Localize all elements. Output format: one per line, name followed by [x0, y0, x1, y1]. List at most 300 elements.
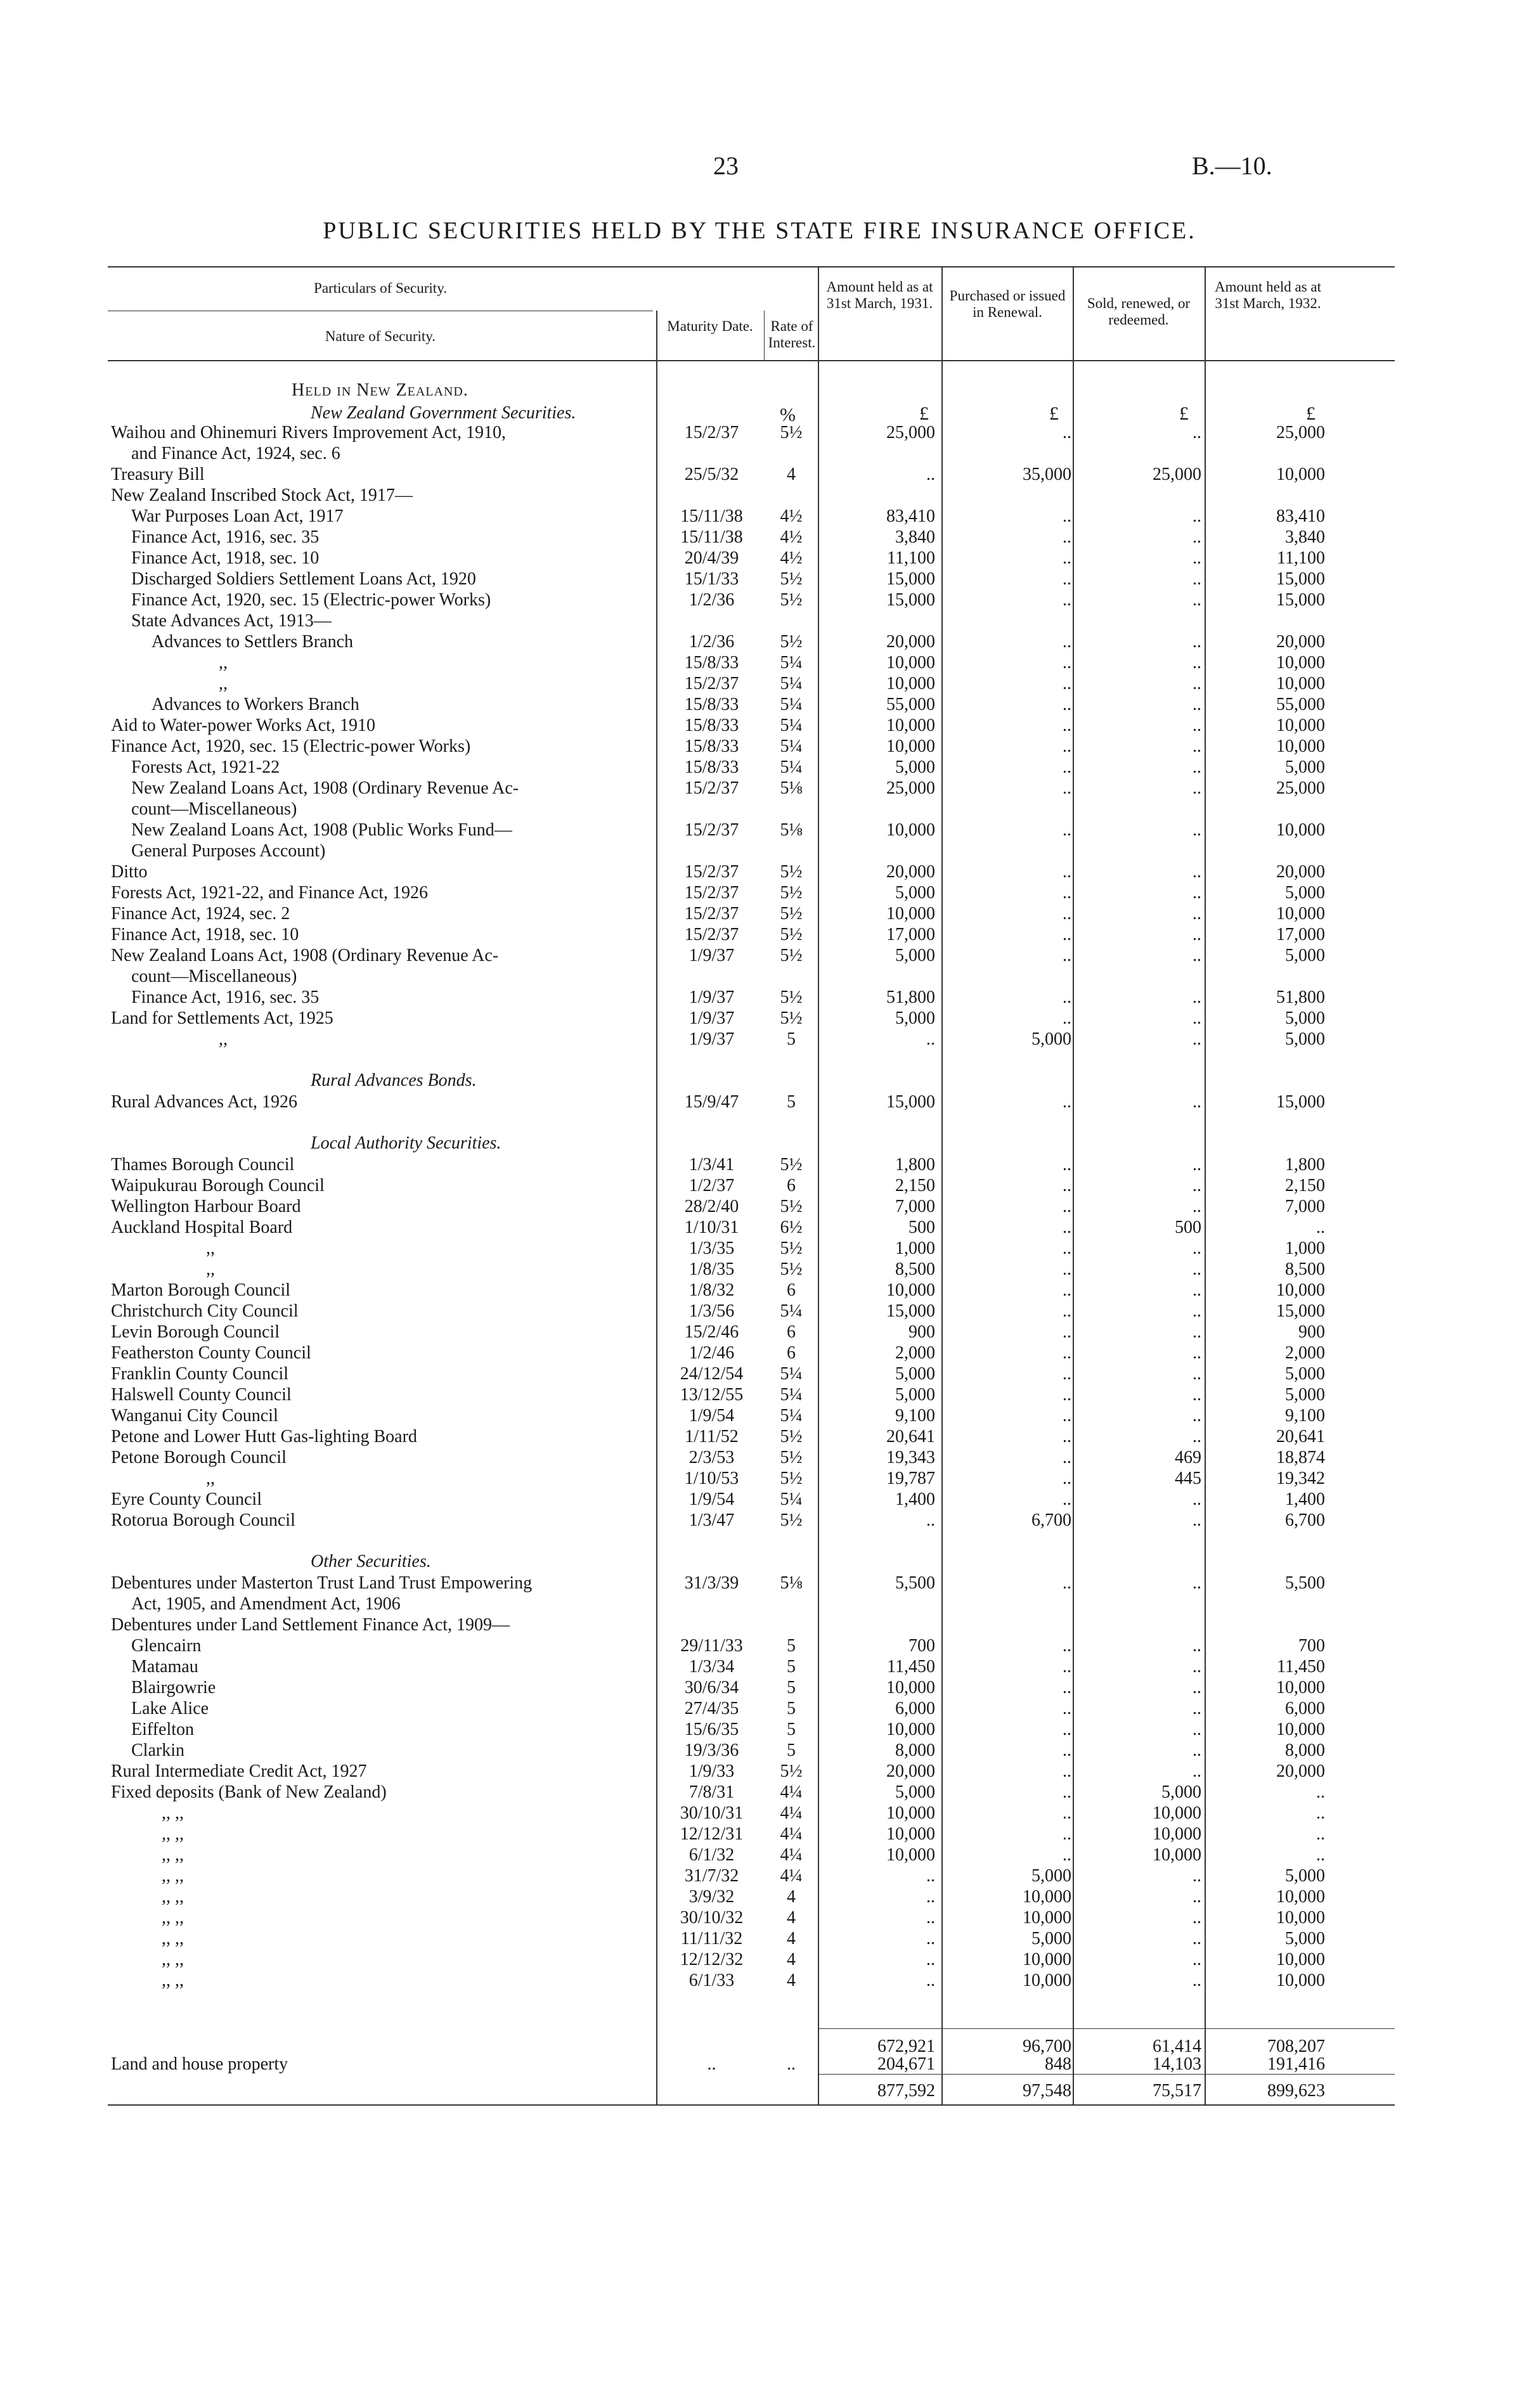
cell-pur: ..	[1063, 1469, 1071, 1488]
cell-held: 10,000	[886, 1824, 935, 1844]
cell-rate: 5⅛	[780, 778, 803, 798]
security-name: Featherston County Council	[111, 1343, 311, 1363]
table-row	[108, 1677, 1395, 1698]
security-name: Blairgowrie	[131, 1678, 216, 1697]
cell-pur: ..	[1063, 1385, 1071, 1405]
cell-pur: ..	[1063, 883, 1071, 903]
table-row	[108, 715, 1395, 736]
cell-held: ..	[926, 1887, 935, 1907]
security-name: count—Miscellaneous)	[131, 799, 297, 819]
table-row	[108, 1970, 1395, 1991]
security-name: ,,	[206, 1469, 215, 1488]
cell-pur: ..	[1063, 1280, 1071, 1300]
cell-rate: 4½	[780, 527, 803, 547]
section-heading-rural: Rural Advances Bonds.	[311, 1071, 477, 1090]
security-name: Debentures under Land Settlement Finance Act, 1909—	[111, 1615, 510, 1635]
cell-end: 5,000	[1285, 1866, 1325, 1886]
security-name: Wellington Harbour Board	[111, 1197, 301, 1216]
cell-held: 5,000	[895, 883, 935, 903]
cell-sold: ..	[1193, 904, 1201, 924]
security-name: ,,	[206, 1239, 215, 1258]
security-name: State Advances Act, 1913—	[131, 611, 332, 631]
cell-end: 5,000	[1285, 757, 1325, 777]
cell-pur: ..	[1063, 862, 1071, 882]
cell-end: 5,000	[1285, 1008, 1325, 1028]
security-name: General Purposes Account)	[131, 841, 326, 861]
cell-pur: ..	[1063, 423, 1071, 442]
section-heading-nz-gov: New Zealand Government Securities.	[311, 403, 576, 423]
security-name: Land and house property	[111, 2054, 288, 2074]
cell-end: 10,000	[1276, 904, 1325, 924]
security-name: Glencairn	[131, 1636, 202, 1656]
cell-rate: 5½	[780, 883, 803, 903]
cell-held: 1,000	[895, 1239, 935, 1258]
cell-pur: ..	[1063, 1678, 1071, 1697]
cell-pur: ..	[1063, 1008, 1071, 1028]
cell-held: 5,000	[895, 1385, 935, 1405]
cell-held: 25,000	[886, 423, 935, 442]
cell-pur: ..	[1063, 1761, 1071, 1781]
cell-end: 20,000	[1276, 1761, 1325, 1781]
security-name: Marton Borough Council	[111, 1280, 291, 1300]
cell-sold: ..	[1193, 883, 1201, 903]
cell-pur: 5,000	[1031, 1866, 1071, 1886]
cell-end: 25,000	[1276, 423, 1325, 442]
cell-pur: ..	[1063, 1259, 1071, 1279]
cell-held: 10,000	[886, 1678, 935, 1697]
table-row	[108, 1594, 1395, 1614]
cell-mat: 1/8/35	[688, 1259, 735, 1279]
cell-sold: ..	[1193, 1280, 1201, 1300]
security-name: ,, ,,	[162, 1866, 184, 1886]
security-name: ,,	[219, 674, 228, 693]
header-nature: Nature of Security.	[325, 328, 436, 344]
cell-mat: 6/1/33	[688, 1971, 735, 1990]
cell-held: 5,000	[895, 1364, 935, 1384]
cell-rate: 5½	[780, 925, 803, 944]
cell-held: 10,000	[886, 820, 935, 840]
cell-pur: 10,000	[1023, 1971, 1071, 1990]
cell-sold: ..	[1193, 527, 1201, 547]
cell-held: 1,400	[895, 1490, 935, 1509]
cell-held: 83,410	[886, 506, 935, 526]
security-name: Clarkin	[131, 1741, 184, 1760]
security-name: Lake Alice	[131, 1699, 209, 1718]
cell-end: 19,342	[1276, 1469, 1325, 1488]
cell-sold: ..	[1193, 737, 1201, 756]
cell-rate: 5½	[780, 1761, 803, 1781]
cell-sold: ..	[1193, 1490, 1201, 1509]
cell-mat: 15/2/37	[684, 778, 739, 798]
cell-sold: ..	[1193, 548, 1201, 568]
cell-held: ..	[926, 1971, 935, 1990]
table-row	[108, 443, 1395, 464]
cell-mat: 27/4/35	[684, 1699, 739, 1718]
cell-end: 11,100	[1277, 548, 1325, 568]
cell-sold: 61,414	[1153, 2037, 1201, 2056]
securities-table	[108, 266, 1395, 2101]
cell-held: ..	[926, 465, 935, 484]
security-name: Finance Act, 1916, sec. 35	[131, 527, 320, 547]
cell-rate: 5¼	[780, 1364, 803, 1384]
security-name: Finance Act, 1916, sec. 35	[131, 988, 320, 1007]
cell-mat: 15/2/37	[684, 820, 739, 840]
cell-sold: ..	[1193, 862, 1201, 882]
cell-sold: ..	[1193, 716, 1201, 735]
cell-rate: 5¼	[780, 1490, 803, 1509]
cell-mat: 1/9/37	[688, 1008, 735, 1028]
table-row	[108, 652, 1395, 673]
cell-sold: 445	[1175, 1469, 1201, 1488]
cell-pur: ..	[1063, 1239, 1071, 1258]
subtotal-rule	[818, 2028, 1395, 2029]
cell-end: 10,000	[1276, 737, 1325, 756]
cell-rate: 5½	[780, 423, 803, 442]
cell-end: 83,410	[1276, 506, 1325, 526]
cell-mat: 12/12/32	[680, 1950, 744, 1969]
cell-sold: ..	[1193, 1092, 1201, 1112]
cell-pur: ..	[1063, 757, 1071, 777]
header-bottom-rule	[108, 360, 1395, 361]
header-held-1932: Amount held as at 31st March, 1932.	[1215, 279, 1321, 312]
cell-held: 6,000	[895, 1699, 935, 1718]
table-row	[108, 966, 1395, 987]
cell-rate: 5½	[780, 569, 803, 589]
cell-pur: ..	[1063, 1845, 1071, 1865]
cell-pur: ..	[1063, 1803, 1071, 1823]
cell-pur: ..	[1063, 1092, 1071, 1112]
cell-mat: 7/8/31	[688, 1782, 735, 1802]
table-row	[108, 610, 1395, 631]
cell-end: 20,000	[1276, 632, 1325, 652]
cell-held: 19,343	[886, 1448, 935, 1467]
cell-rate: 4	[787, 1971, 796, 1990]
cell-pur: ..	[1063, 1218, 1071, 1237]
pound-symbol-sold: £	[1179, 403, 1189, 424]
cell-sold: ..	[1193, 1427, 1201, 1446]
table-row	[108, 1363, 1395, 1384]
cell-end: 5,000	[1285, 946, 1325, 965]
cell-sold: ..	[1193, 1385, 1201, 1405]
page-title: PUBLIC SECURITIES HELD BY THE STATE FIRE INSURANCE OFFICE.	[323, 217, 1196, 244]
cell-pur: ..	[1063, 820, 1071, 840]
cell-sold: ..	[1193, 506, 1201, 526]
cell-mat: 1/8/32	[688, 1280, 735, 1300]
cell-mat: 20/4/39	[684, 548, 739, 568]
table-row	[108, 1008, 1395, 1029]
table-row	[108, 882, 1395, 903]
cell-end: 1,000	[1285, 1239, 1325, 1258]
cell-end: 5,500	[1285, 1573, 1325, 1593]
cell-mat: 15/8/33	[684, 695, 739, 714]
cell-held: 20,641	[886, 1427, 935, 1446]
cell-sold: ..	[1193, 820, 1201, 840]
cell-pur: ..	[1063, 548, 1071, 568]
table-row	[108, 569, 1395, 589]
table-row	[108, 778, 1395, 799]
cell-pur: ..	[1063, 1824, 1071, 1844]
cell-mat: 30/10/31	[680, 1803, 744, 1823]
security-name: Finance Act, 1918, sec. 10	[111, 925, 299, 944]
cell-rate: 5½	[780, 862, 803, 882]
cell-end: 191,416	[1267, 2054, 1325, 2074]
cell-pur: ..	[1063, 1782, 1071, 1802]
cell-pur: ..	[1063, 1343, 1071, 1363]
cell-pur: 35,000	[1023, 465, 1071, 484]
cell-rate: 5	[787, 1741, 796, 1760]
security-name: Forests Act, 1921-22	[131, 757, 280, 777]
cell-held: 672,921	[877, 2037, 935, 2056]
header-held-1931: Amount held as at 31st March, 1931.	[826, 279, 933, 312]
table-row	[108, 422, 1395, 443]
cell-sold: 10,000	[1153, 1824, 1201, 1844]
cell-sold: ..	[1193, 1741, 1201, 1760]
table-row	[108, 1782, 1395, 1803]
table-row	[108, 631, 1395, 652]
cell-sold: ..	[1193, 925, 1201, 944]
cell-end: 6,700	[1285, 1510, 1325, 1530]
table-row	[108, 1489, 1395, 1510]
cell-rate: 6½	[780, 1218, 803, 1237]
cell-rate: 4½	[780, 506, 803, 526]
cell-end: 10,000	[1276, 1908, 1325, 1928]
security-name: Halswell County Council	[111, 1385, 292, 1405]
security-name: New Zealand Loans Act, 1908 (Ordinary Revenue Ac-	[111, 946, 499, 965]
cell-mat: 1/9/33	[688, 1761, 735, 1781]
page-header	[0, 151, 1519, 189]
table-bottom-rule	[108, 2104, 1395, 2106]
cell-mat: 15/2/37	[684, 423, 739, 442]
cell-mat: 1/9/37	[688, 1029, 735, 1049]
cell-end: 5,000	[1285, 1929, 1325, 1948]
table-row	[108, 1656, 1395, 1677]
cell-pur: ..	[1063, 1741, 1071, 1760]
cell-end: 20,000	[1276, 862, 1325, 882]
cell-mat: 15/8/33	[684, 653, 739, 673]
cell-pur: ..	[1063, 778, 1071, 798]
security-name: Ditto	[111, 862, 148, 882]
cell-pur: 10,000	[1023, 1950, 1071, 1969]
cell-held: ..	[926, 1950, 935, 1969]
security-name: Eiffelton	[131, 1720, 195, 1739]
cell-mat: 24/12/54	[680, 1364, 744, 1384]
cell-mat: 1/9/54	[688, 1406, 735, 1426]
table-row	[108, 1468, 1395, 1489]
cell-end: 2,000	[1285, 1343, 1325, 1363]
cell-sold: ..	[1193, 653, 1201, 673]
cell-held: 10,000	[886, 1803, 935, 1823]
security-name: count—Miscellaneous)	[131, 967, 297, 986]
table-row	[108, 1614, 1395, 1635]
cell-rate: 4	[787, 1929, 796, 1948]
cell-rate: 5¼	[780, 1385, 803, 1405]
cell-mat: 1/9/37	[688, 946, 735, 965]
cell-rate: 5⅛	[780, 820, 803, 840]
cell-sold: ..	[1193, 1364, 1201, 1384]
cell-mat: ..	[707, 2054, 716, 2074]
cell-rate: 5	[787, 1720, 796, 1739]
cell-mat: 1/2/46	[688, 1343, 735, 1363]
table-row	[108, 1865, 1395, 1886]
security-name: Levin Borough Council	[111, 1322, 280, 1342]
cell-end: 1,400	[1285, 1490, 1325, 1509]
cell-end: 15,000	[1276, 569, 1325, 589]
cell-end: 8,000	[1285, 1741, 1325, 1760]
cell-rate: 4	[787, 1887, 796, 1907]
cell-pur: 848	[1045, 2054, 1071, 2074]
security-name: ,, ,,	[162, 1950, 184, 1969]
land-property-row	[108, 2054, 1395, 2075]
cell-end: 708,207	[1267, 2037, 1325, 2056]
cell-mat: 30/6/34	[684, 1678, 739, 1697]
cell-pur: ..	[1063, 653, 1071, 673]
cell-pur: ..	[1063, 1301, 1071, 1321]
table-row	[108, 1573, 1395, 1594]
cell-end: 900	[1298, 1322, 1325, 1342]
cell-end: 10,000	[1276, 1887, 1325, 1907]
cell-sold: ..	[1193, 1761, 1201, 1781]
cell-rate: 5¼	[780, 737, 803, 756]
cell-pur: ..	[1063, 1406, 1071, 1426]
cell-pur: ..	[1063, 737, 1071, 756]
cell-held: ..	[926, 1908, 935, 1928]
table-row	[108, 485, 1395, 506]
table-row	[108, 924, 1395, 945]
cell-sold: ..	[1193, 1343, 1201, 1363]
security-name: Auckland Hospital Board	[111, 1218, 293, 1237]
cell-sold: ..	[1193, 757, 1201, 777]
cell-rate: 6	[787, 1280, 796, 1300]
cell-mat: 15/8/33	[684, 757, 739, 777]
cell-end: 10,000	[1276, 1280, 1325, 1300]
cell-rate: 4¼	[780, 1803, 803, 1823]
cell-end: 10,000	[1276, 820, 1325, 840]
cell-rate: 5¼	[780, 1301, 803, 1321]
table-row	[108, 757, 1395, 778]
cell-held: 2,150	[895, 1176, 935, 1195]
cell-pur: ..	[1063, 674, 1071, 693]
cell-rate: 5½	[780, 1469, 803, 1488]
cell-rate: 5	[787, 1636, 796, 1656]
cell-rate: 5	[787, 1678, 796, 1697]
table-row	[108, 548, 1395, 569]
cell-held: 20,000	[886, 1761, 935, 1781]
cell-end: ..	[1316, 1824, 1325, 1844]
cell-end: 7,000	[1285, 1197, 1325, 1216]
cell-held: 700	[908, 1636, 935, 1656]
cell-held: 1,800	[895, 1155, 935, 1175]
cell-rate: 6	[787, 1343, 796, 1363]
table-row	[108, 1698, 1395, 1719]
cell-rate: 5½	[780, 1239, 803, 1258]
col-rule-rate-header	[764, 311, 765, 360]
table-row	[108, 1824, 1395, 1845]
cell-held: 3,840	[895, 527, 935, 547]
table-row	[108, 464, 1395, 485]
security-name: Eyre County Council	[111, 1490, 262, 1509]
cell-sold: 25,000	[1153, 465, 1201, 484]
cell-rate: 5¼	[780, 757, 803, 777]
cell-held: 55,000	[886, 695, 935, 714]
table-row	[108, 527, 1395, 548]
cell-held: 5,500	[895, 1573, 935, 1593]
cell-mat: 15/11/38	[680, 506, 743, 526]
table-row	[108, 1907, 1395, 1928]
cell-mat: 1/10/31	[684, 1218, 739, 1237]
cell-held: 10,000	[886, 653, 935, 673]
cell-sold: ..	[1193, 1636, 1201, 1656]
cell-rate: 4¼	[780, 1866, 803, 1886]
cell-mat: 6/1/32	[688, 1845, 735, 1865]
cell-mat: 1/9/54	[688, 1490, 735, 1509]
cell-sold: ..	[1193, 695, 1201, 714]
security-name: Advances to Settlers Branch	[152, 632, 354, 652]
table-row	[108, 1280, 1395, 1301]
document-reference: B.—10.	[1192, 151, 1272, 180]
cell-rate: 5	[787, 1092, 796, 1112]
security-name: Finance Act, 1918, sec. 10	[131, 548, 320, 568]
security-name: Rotorua Borough Council	[111, 1510, 295, 1530]
cell-sold: 10,000	[1153, 1845, 1201, 1865]
header-rate: Rate of Interest.	[768, 318, 816, 351]
cell-mat: 1/2/36	[688, 632, 735, 652]
cell-rate: 5	[787, 1657, 796, 1677]
cell-end: 700	[1298, 1636, 1325, 1656]
cell-end: 5,000	[1285, 883, 1325, 903]
security-name: Christchurch City Council	[111, 1301, 299, 1321]
cell-sold: ..	[1193, 1322, 1201, 1342]
security-name: Aid to Water-power Works Act, 1910	[111, 716, 375, 735]
table-row	[108, 1845, 1395, 1865]
security-name: ,,	[206, 1259, 215, 1279]
cell-rate: 5¼	[780, 716, 803, 735]
cell-end: ..	[1316, 1845, 1325, 1865]
cell-sold: 469	[1175, 1448, 1201, 1467]
cell-sold: ..	[1193, 1197, 1201, 1216]
cell-mat: 15/2/46	[684, 1322, 739, 1342]
cell-mat: 12/12/31	[680, 1824, 744, 1844]
cell-rate: 4	[787, 1950, 796, 1969]
cell-sold: ..	[1193, 1657, 1201, 1677]
cell-pur: 10,000	[1023, 1908, 1071, 1928]
held-in-new-zealand: Held in New Zealand.	[292, 380, 469, 400]
table-row	[108, 861, 1395, 882]
security-name: Treasury Bill	[111, 465, 205, 484]
cell-rate: 5½	[780, 946, 803, 965]
cell-sold: ..	[1193, 778, 1201, 798]
cell-end: 5,000	[1285, 1029, 1325, 1049]
table-row	[108, 1217, 1395, 1238]
cell-mat: 28/2/40	[684, 1197, 739, 1216]
security-name: Wanganui City Council	[111, 1406, 278, 1426]
cell-pur: ..	[1063, 1448, 1071, 1467]
cell-sold: ..	[1193, 1239, 1201, 1258]
cell-held: 51,800	[886, 988, 935, 1007]
table-row	[108, 1259, 1395, 1280]
table-row	[108, 1301, 1395, 1322]
cell-end: 10,000	[1276, 465, 1325, 484]
cell-end: 5,000	[1285, 1364, 1325, 1384]
table-row	[108, 1761, 1395, 1782]
cell-sold: ..	[1193, 1950, 1201, 1969]
cell-end: 10,000	[1276, 716, 1325, 735]
cell-mat: 1/3/56	[688, 1301, 735, 1321]
table-row	[108, 673, 1395, 694]
cell-held: ..	[926, 1510, 935, 1530]
table-row	[108, 1886, 1395, 1907]
cell-sold: ..	[1193, 1573, 1201, 1593]
cell-end: ..	[1316, 1218, 1325, 1237]
